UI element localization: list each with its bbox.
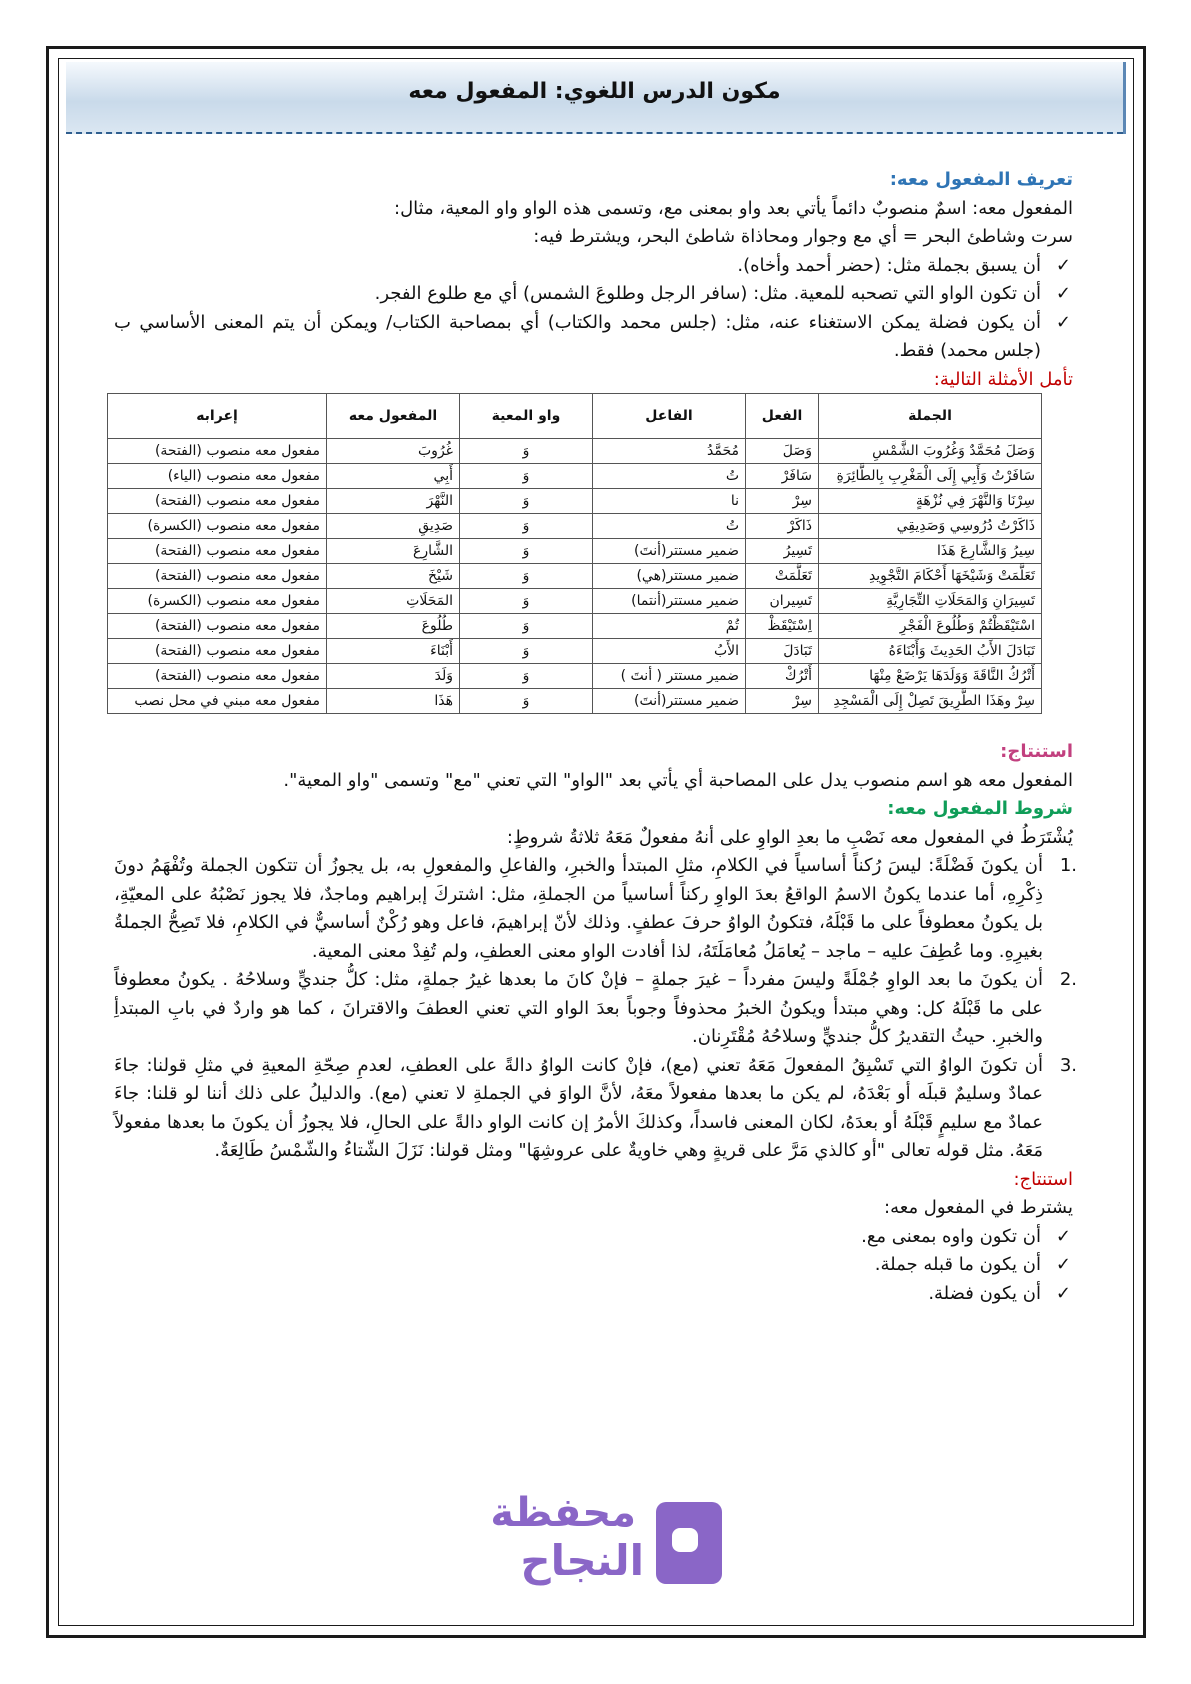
cell-sentence: سِرْ وهَذَا الطَّرِيقَ تَصِلْ إِلَى الْمَسْجِدِ: [819, 689, 1042, 714]
cell-verb: سَافَرْ: [746, 464, 819, 489]
col-sentence: الجملة: [819, 394, 1042, 439]
table-row: [108, 439, 1042, 464]
conclusion-1-heading: استنتاج:: [1000, 741, 1073, 762]
cell-object: صَدِيقِ: [327, 514, 460, 539]
cell-irab: مفعول معه منصوب (الفتحة): [108, 614, 327, 639]
conclusion-item: ✓ أن تكون واوه بمعنى مع.: [114, 1223, 1041, 1252]
cell-verb: تَسِيرُ: [746, 539, 819, 564]
cell-subject: ضمير مستتر(أنتَ): [593, 539, 746, 564]
conclusion-1-text: المفعول معه هو اسم منصوب يدل على المصاحبة أي يأتي بعد "الواو" التي تعني "مع" وتسمى "واو المعية".: [283, 769, 1073, 791]
cell-sentence: ذَاكَرْتُ دُرُوسِي وَصَدِيقِي: [819, 514, 1042, 539]
cell-subject: تُ: [593, 514, 746, 539]
conditions-list: [114, 852, 1077, 1166]
logo-text-line-1: محفظة: [490, 1490, 636, 1536]
cell-object: طُلُوعَ: [327, 614, 460, 639]
cell-waw: وَ: [460, 439, 593, 464]
cell-subject: تُمْ: [593, 614, 746, 639]
cell-subject: ضمير مستتر(أنتما): [593, 589, 746, 614]
conclusion-2-intro: يشترط في المفعول معه:: [884, 1197, 1073, 1218]
logo-mark-icon: [650, 1498, 728, 1588]
table-body: [108, 439, 1042, 714]
definition-heading: تعريف المفعول معه:: [889, 169, 1073, 190]
table-row: [108, 539, 1042, 564]
cell-waw: وَ: [460, 639, 593, 664]
conclusion-2-heading: استنتاج:: [1013, 1168, 1073, 1190]
cell-object: شَيْخَ: [327, 564, 460, 589]
conditions-heading: شروط المفعول معه:: [887, 798, 1073, 819]
cell-sentence: تَسِيرَانِ وَالمَحَلَاتِ التِّجَارِيَّةِ: [819, 589, 1042, 614]
cell-verb: ذَاكَرْ: [746, 514, 819, 539]
cell-subject: ضمير مستتر(هي): [593, 564, 746, 589]
col-object: المفعول معه: [327, 394, 460, 439]
cell-waw: وَ: [460, 614, 593, 639]
item-number: .2: [1059, 969, 1077, 990]
cell-waw: وَ: [460, 564, 593, 589]
condition-item: ✓ أن يسبق بجملة مثل: (حضر أحمد وأخاه).: [114, 252, 1041, 281]
cell-waw: وَ: [460, 489, 593, 514]
cell-subject: مُحَمَّدُ: [593, 439, 746, 464]
item-text: أن تكونَ الواوُ التي تَسْبِقُ المفعولَ مَعَهُ تعني (مع)، فإنْ كانت الواوُ دالةً على العطفِ، لعدمِ صِحّةِ المعيةِ في مثلِ قولنا: جاءَ عمادٌ وسليمٌ قبلَه أو بَعْدَهُ، لم يكن ما بعدها مفعولاً معَهُ، لأنَّ الواوَ في الجملةِ لا تعني (مع). والدليلُ على ذلك أننا لو قلنا: جاءَ عمادٌ مع سليمٍ قَبْلَهُ أو بعدَهُ، لكان المعنى فاسداً، وكذلكَ الأمرُ إن كانت الواو دالةً على الحالِ، فلا يجوزُ أن يكونَ ما بعدها مفعولاً مَعَهُ. مثل قوله تعالى "أو كالذي مَرَّ على قريةٍ وهي خاويةٌ على عروشِهَا" ومثل قولنا: نَزَلَ الشّتاءُ والشّمْسُ طَالِعَةٌ.: [114, 1054, 1043, 1161]
cell-sentence: أَتْرُكُ النَّاقَةَ وَوَلَدَهَا يَرْضَعْ مِنْهَا: [819, 664, 1042, 689]
cell-waw: وَ: [460, 689, 593, 714]
cell-verb: سِرْ: [746, 489, 819, 514]
table-row: [108, 514, 1042, 539]
table-row: [108, 614, 1042, 639]
cell-object: هَذَا: [327, 689, 460, 714]
cell-subject: تُ: [593, 464, 746, 489]
cell-object: الشَّارِعَ: [327, 539, 460, 564]
col-waw: واو المعية: [460, 394, 593, 439]
cell-irab: مفعول معه منصوب (الفتحة): [108, 664, 327, 689]
cell-sentence: سَافَرْتُ وَأَبِي إِلَى الْمَغْرِبِ بِالطَّائِرَةِ: [819, 464, 1042, 489]
cell-verb: سِرْ: [746, 689, 819, 714]
cell-object: أَبْنَاءَ: [327, 639, 460, 664]
cell-subject: نا: [593, 489, 746, 514]
definition-conditions: [114, 252, 1073, 366]
title-banner: [66, 62, 1126, 134]
cell-subject: الأَبُ: [593, 639, 746, 664]
cell-verb: أَتْرُكْ: [746, 664, 819, 689]
cell-subject: ضمير مستتر ( أنتَ ): [593, 664, 746, 689]
conditions-intro: يُشْتَرَطُ في المفعول معه نَصْبِ ما بعدِ الواوِ على أنهُ مفعولٌ مَعَهُ ثلاثةُ شروطٍ:: [506, 826, 1073, 848]
conclusion-section: [114, 738, 1077, 1308]
cell-irab: مفعول معه منصوب (الكسرة): [108, 514, 327, 539]
table-row: [108, 689, 1042, 714]
examples-heading: تأمل الأمثلة التالية:: [933, 368, 1073, 390]
cell-verb: وَصَلَ: [746, 439, 819, 464]
cell-verb: تَبَادَلَ: [746, 639, 819, 664]
cell-sentence: تَبَادَلَ الأَبُ الحَدِيثَ وَأَبْنَاءَهُ: [819, 639, 1042, 664]
cell-sentence: وَصَلَ مُحَمَّدٌ وَغُرُوبَ الشَّمْسِ: [819, 439, 1042, 464]
condition-item: ✓ أن يكون فضلة يمكن الاستغناء عنه، مثل: (جلس محمد والكتاب) أي بمصاحبة الكتاب/ ويمكن أن يتم المعنى الأساسي ب (جلس محمد) فقط.: [114, 309, 1041, 366]
col-irab: إعرابه: [108, 394, 327, 439]
table-row: [108, 489, 1042, 514]
cell-object: غُرُوبَ: [327, 439, 460, 464]
cell-waw: وَ: [460, 589, 593, 614]
table-row: [108, 464, 1042, 489]
item-text: أن يكونَ فَضْلَةً: ليسَ رُكناً أساسياً في الكلامِ، مثلِ المبتدأ والخبرِ، والفاعلِ والمفعولِ به، بل يجوزُ أن تتكون الجملة وتُفْهَمُ دونَ ذِكْرِهِ، أما عندما يكونُ الاسمُ الواقعُ بعدَ الواوِ ركناً أساسياً من الجملةِ، مثل: اشتركَ إبراهيم وماجدٌ، فلا يجوز نَصْبُهُ على المعيّةِ، بل يكونُ معطوفاً على ما قَبْلَهُ، فتكونُ الواوُ حرفَ عطفٍ. وذلك لأنّ إبراهيمَ، فاعل وهو رُكْنٌ أساسيٌّ في الكلامِ، فلا تَصِحُّ الجملةُ بغيرِهِ. وما عُطِفَ عليه – ماجد – يُعامَلُ مُعامَلَتَهُ، لذا أفادت الواو معنى العطفِ، ولم تُفِدْ معنى المعية.: [114, 855, 1043, 962]
cell-irab: مفعول معه منصوب (الياء): [108, 464, 327, 489]
conclusion-item: ✓ أن يكون ما قبله جملة.: [114, 1251, 1041, 1280]
col-verb: الفعل: [746, 394, 819, 439]
item-text: أن يكونَ ما بعد الواوِ جُمْلَةً وليسَ مفرداً – غيرَ جملةٍ – فإنْ كانَ ما بعدها غيرُ جملةٍ، مثل: كلُّ جنديٍّ وسلاحُهُ . يكونُ معطوفاً على ما قَبْلَهُ كل: وهي مبتدأ ويكونُ الخبرُ محذوفاً وجوباً بعدَ الواو التي تعني العطفَ والاقترانَ ، كما هو واردٌ في بابِ المبتدأِ والخبرِ. حيثُ التقديرُ كلُّ جنديٍّ وسلاحُهُ مُقْتَرِنان.: [114, 969, 1043, 1047]
condition-numbered-item: [114, 1052, 1077, 1166]
cell-irab: مفعول معه مبني في محل نصب: [108, 689, 327, 714]
site-logo: [488, 1490, 748, 1600]
col-subject: الفاعل: [593, 394, 746, 439]
cell-verb: اِسْتَيْقَظْ: [746, 614, 819, 639]
item-number: .1: [1059, 855, 1077, 876]
table-row: [108, 564, 1042, 589]
cell-waw: وَ: [460, 464, 593, 489]
cell-verb: تَسِيران: [746, 589, 819, 614]
title-dashed-rule: [66, 132, 1123, 134]
cell-irab: مفعول معه منصوب (الفتحة): [108, 539, 327, 564]
cell-irab: مفعول معه منصوب (الفتحة): [108, 564, 327, 589]
cell-irab: مفعول معه منصوب (الفتحة): [108, 489, 327, 514]
condition-numbered-item: [114, 852, 1077, 966]
examples-table: [107, 393, 1042, 714]
cell-verb: تَعَلَّمَتْ: [746, 564, 819, 589]
logo-text-line-2: النجاح: [520, 1536, 644, 1585]
condition-numbered-item: [114, 966, 1077, 1052]
cell-object: النَّهْرَ: [327, 489, 460, 514]
definition-line-1: المفعول معه: اسمٌ منصوبٌ دائماً يأتي بعد واو بمعنى مع، وتسمى هذه الواو واو المعية، مثال:: [394, 197, 1073, 219]
definition-line-2: سرت وشاطئ البحر = أي مع وجوار ومحاذاة شاطئ البحر، ويشترط فيه:: [533, 226, 1073, 247]
cell-object: أَبِي: [327, 464, 460, 489]
conclusion-2-list: [114, 1223, 1073, 1309]
cell-waw: وَ: [460, 664, 593, 689]
table-row: [108, 639, 1042, 664]
cell-sentence: سِيرُ وَالشَّارِعَ هَذَا: [819, 539, 1042, 564]
cell-object: وَلَدَ: [327, 664, 460, 689]
cell-irab: مفعول معه منصوب (الكسرة): [108, 589, 327, 614]
cell-irab: مفعول معه منصوب (الفتحة): [108, 639, 327, 664]
item-number: .3: [1059, 1054, 1077, 1076]
condition-item: ✓ أن تكون الواو التي تصحبه للمعية. مثل: (سافر الرجل وطلوعَ الشمس) أي مع طلوع الفجر.: [114, 280, 1041, 309]
cell-sentence: اسْتَيْقَظْتُمْ وَطُلُوعَ الْفَجْرِ: [819, 614, 1042, 639]
cell-sentence: سِرْنَا وَالنَّهْرَ فِي نُزْهَةٍ: [819, 489, 1042, 514]
table-row: [108, 664, 1042, 689]
cell-irab: مفعول معه منصوب (الفتحة): [108, 439, 327, 464]
definition-section: [114, 166, 1073, 394]
cell-object: المَحَلَاتِ: [327, 589, 460, 614]
page-title: مكون الدرس اللغوي: المفعول معه: [408, 79, 781, 104]
table-header-row: [108, 394, 1042, 439]
cell-sentence: تَعَلَّمَتْ وَشَيْخَهَا أَحْكَامَ التَّجْوِيدِ: [819, 564, 1042, 589]
cell-waw: وَ: [460, 514, 593, 539]
table-row: [108, 589, 1042, 614]
conclusion-item: ✓ أن يكون فضلة.: [114, 1280, 1041, 1309]
cell-waw: وَ: [460, 539, 593, 564]
cell-subject: ضمير مستتر(أنتَ): [593, 689, 746, 714]
